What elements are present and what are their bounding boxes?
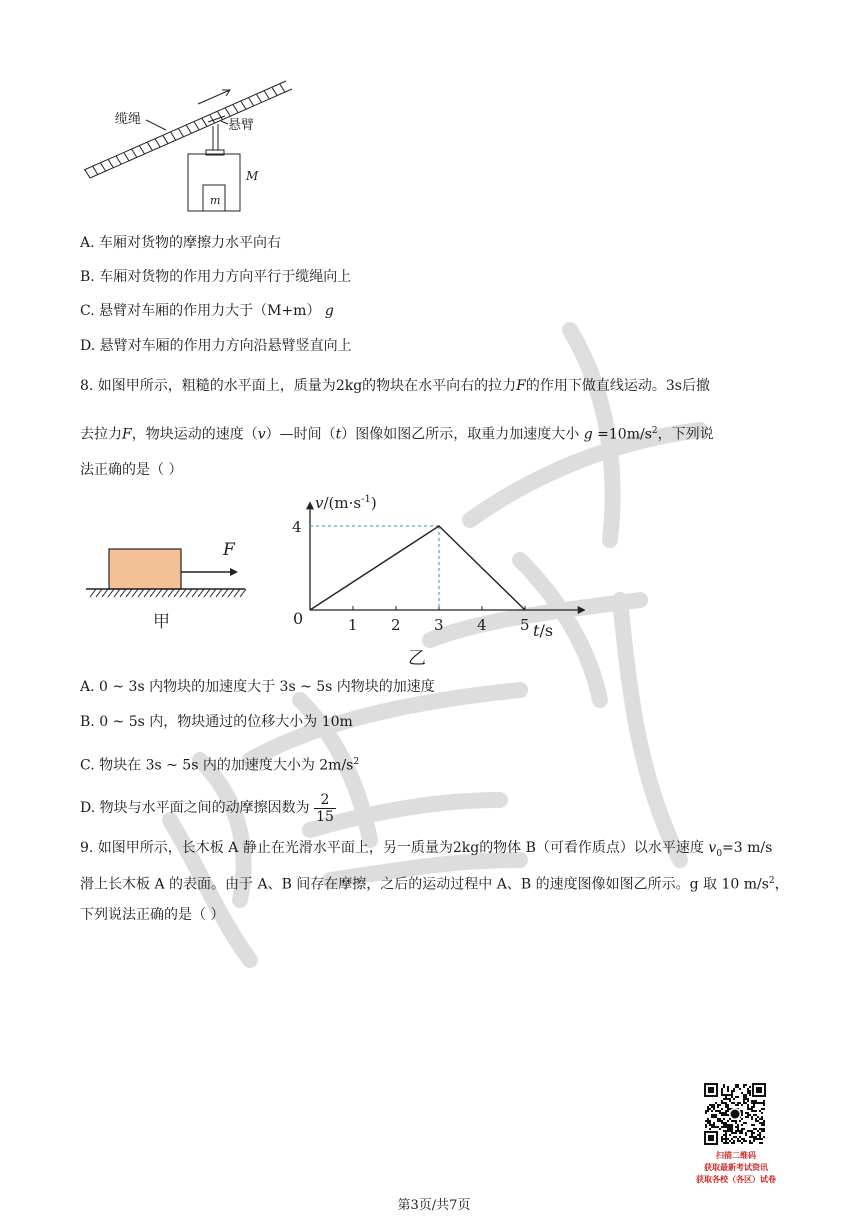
arm-label: 悬臂 xyxy=(228,118,255,133)
q7-option-c: C. 悬臂对车厢的作用力大于（M+m） g xyxy=(80,303,334,319)
velocity-time-chart xyxy=(285,488,585,678)
q8-stem-line1: 8. 如图甲所示，粗糙的水平面上，质量为2kg的物块在水平向右的拉力F的作用下做直线运动。3s后撤 xyxy=(80,378,710,394)
y-axis-label: $v/(m\cdot s^{-1})$ xyxy=(315,494,377,512)
q9-stem-line2: 滑上长木板 A 的表面。由于 A、B 间存在摩擦，之后的运动过程中 A、B 的速度图像如图乙所示。g 取 10 $m/s^2$， xyxy=(80,876,789,893)
fig-jia-caption: 甲 xyxy=(153,612,170,632)
friction-fraction: $\frac{2}{15}$ xyxy=(316,791,334,825)
fig-yi-caption: 乙 xyxy=(408,648,426,669)
x-tick-label: 1 xyxy=(348,616,358,634)
big-mass-label: M xyxy=(246,169,259,183)
x-axis-label: t/s xyxy=(533,621,554,640)
cable-car-figure xyxy=(80,74,310,219)
origin-label: 0 xyxy=(293,609,304,628)
qr-caption-3: 获取各校（各区）试卷 xyxy=(696,1175,776,1184)
q8-stem-line2: 去拉力F，物块运动的速度（v）—时间（t）图像如图乙所示，取重力加速度大小 $g =10m/s^2$，下列说 xyxy=(80,426,714,443)
q9-stem-line3: 下列说法正确的是（ ） xyxy=(80,907,225,923)
force-label: F xyxy=(223,540,235,560)
qr-caption-1: 扫描二维码 xyxy=(716,1151,756,1160)
q7-option-a: A. 车厢对货物的摩擦力水平向右 xyxy=(80,235,282,251)
block-on-ground-figure xyxy=(80,535,255,635)
q8-option-a: A. 0 ~ 3s 内物块的加速度大于 3s ~ 5s 内物块的加速度 xyxy=(80,679,435,695)
q9-stem-line1: 9. 如图甲所示，长木板 A 静止在光滑水平面上，另一质量为2kg的物体 B（可看作质点）以水平速度 $v_0=3$ m/s xyxy=(80,840,773,859)
block xyxy=(109,549,181,589)
page-number: 第3页/共7页 xyxy=(397,1198,471,1213)
q8-option-d: D. 物块与水平面之间的动摩擦因数为 $\frac{2}{15}$ xyxy=(80,791,334,825)
x-tick-label: 4 xyxy=(477,616,487,634)
cable-label: 缆绳 xyxy=(115,112,142,127)
x-axis-arrow xyxy=(578,606,585,614)
q8-option-c: C. 物块在 3s ~ 5s 内的加速度大小为 $2m/s^2$ xyxy=(80,757,360,774)
y-axis-arrow xyxy=(306,501,314,509)
q7-option-d: D. 悬臂对车厢的作用力方向沿悬臂竖直向上 xyxy=(80,338,352,354)
q8-stem-line3: 法正确的是（ ） xyxy=(80,462,183,478)
y-tick-label: 4 xyxy=(292,518,302,536)
small-mass-label: m xyxy=(210,194,221,207)
x-tick-label: 2 xyxy=(391,616,401,634)
x-tick-label: 3 xyxy=(434,616,444,634)
q7-option-b: B. 车厢对货物的作用力方向平行于缆绳向上 xyxy=(80,269,352,285)
q8-option-b: B. 0 ~ 5s 内，物块通过的位移大小为 10m xyxy=(80,714,353,730)
qr-code-icon xyxy=(703,1082,767,1146)
x-tick-label: 5 xyxy=(520,616,530,634)
velocity-line xyxy=(310,526,525,610)
qr-caption-2: 获取最新考试资讯 xyxy=(704,1163,768,1172)
